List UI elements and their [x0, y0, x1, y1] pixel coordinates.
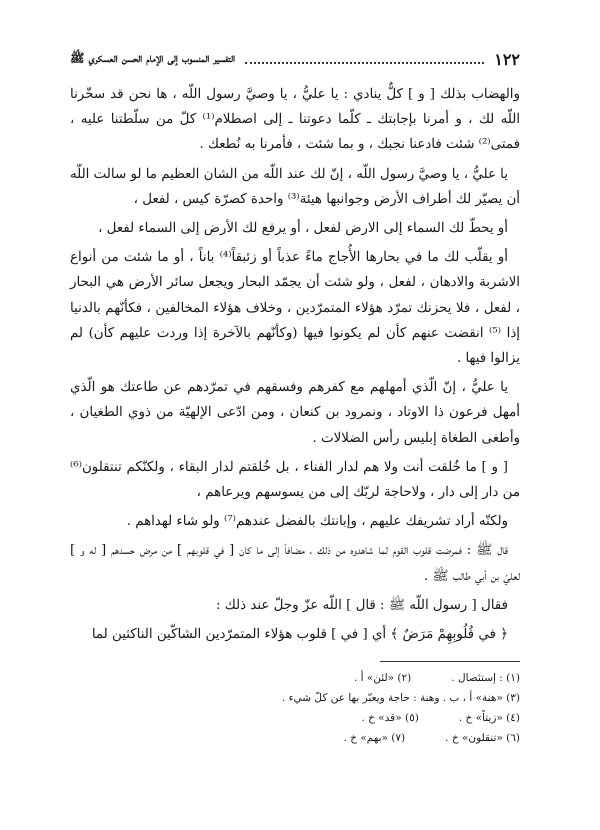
paragraph: [ و ] ما خُلقت أنت ولا هم لدار الفناء ، بل خُلقتم لدار البقاء ، ولكنّكم تنتقلون⁽⁶⁾ من دار إلى دار ، ولاحاجة لربّك إلى من يسوسهم ويرعاهم ، [70, 459, 520, 501]
footnote-row [70, 688, 520, 708]
footnote: (٥) «قد» خ . [361, 712, 419, 725]
paragraph: والهضاب بذلك [ و ] كلٌّ ينادي : يا عليُّ ، يا وصيَّ رسول اللّه ، ها نحن قد سخّرنا اللّه لك ، و أمرنا بإجابتك ـ كلّما دعوتنا ـ إلى اصطلام⁽¹⁾ كلّ من سلّطتنا عليه ، فمتى⁽²⁾ شئت فادعنا نجبك ، و بما شئت ، فأمرنا به نُطعك . [70, 87, 521, 153]
running-title: التفسير المنسوب إلى الإمام الحسن العسكري ﷺ [70, 50, 236, 65]
page-header [70, 48, 520, 70]
footnote-row [70, 708, 520, 728]
footnote: (٧) «بهم» خ . [343, 732, 406, 745]
paragraph: أو يحطّ لك السماء إلى الارض لفعل ، أو يرفع لك الأرض إلى السماء لفعل ، [98, 221, 508, 237]
footnote: (٢) «لئن» أ . [353, 672, 412, 685]
footnotes [70, 668, 520, 748]
footnote: (٦) «تنقلون» خ . [445, 732, 520, 745]
footnote-row [70, 728, 520, 748]
footnote-separator [380, 661, 520, 662]
footnote: (٤) «زيتاً» خ . [458, 712, 520, 725]
paragraph: قال ﷺ : فمرضت قلوب القوم لما شاهدوه من ذلك ، مضافاً إلى ما كان [ في قلوبهم ] من مرض حسدهم [ له و ] لعليّ بن أبي طالب ﷺ . [70, 543, 520, 584]
paragraph: فقال [ رسول اللّه ﷺ : قال ] اللّه عزّ وجلّ عند ذلك : [216, 597, 508, 613]
footnote: (٣) «هنة» أ ، ب . وهنة : حاجة ويعبّر بها عن كلّ شيء . [281, 692, 520, 705]
paragraph: ولكنّه أراد تشريفك عليهم ، وإبانتك بالفضل عندهم⁽⁷⁾ ولو شاء لهداهم . [126, 514, 508, 530]
footnote: (١) : إستئصال . [451, 672, 520, 685]
paragraph: أو يقلّب لك ما في بحارها الأُجاج ماءً عذباً أو زئبقاً⁽⁴⁾ باناً ، أو ما شئت من أنواع الاشربة والادهان ، لفعل ، ولو شئت أن يجمّد البحار ويجعل سائر الأرض هي البحار ، لفعل ، فلا يحزنك تمرّد هؤلاء المتمرّدين ، وخلاف هؤلاء المخالفين ، فكأنّهم بالدنيا إذا ⁽⁵⁾ انقضت عنهم كأن لم يكونوا فيها (وكأنّهم بالآخرة إذا وردت عليهم كأن) لم يزالوا فيها . [70, 250, 521, 367]
footnote-row [70, 668, 520, 688]
main-text [70, 82, 520, 647]
paragraph: ﴿ في قُلُوبِهِمْ مَرَضٌ ﴾ أي [ في ] قلوب هؤلاء المتمرّدين الشاكّين الناكثين لما [91, 627, 508, 643]
header-dotted-rule [245, 54, 484, 64]
paragraph: يا عليُّ ، يا وصيَّ رسول اللّه ، إنّ لك عند اللّه من الشان العظيم ما لو سالت اللّه أن يصيّر لك أطراف الأرض وجوانبها هيئة⁽³⁾ واحدة كصرّة كيس ، لفعل ، [69, 166, 520, 207]
page-number: ١٢٢ [494, 49, 520, 69]
paragraph: يا عليُّ ، إنّ الّذي أمهلهم مع كفرهم وفسقهم في تمرّدهم عن طاعتك هو الّذي أمهل فرعون ذا الاوتاد ، ونمرود بن كنعان ، ومن ادّعى الإلهيّة من ذوي الطغيان ، وأطغى الطغاة إبليس رأس الضلالات . [70, 380, 520, 446]
